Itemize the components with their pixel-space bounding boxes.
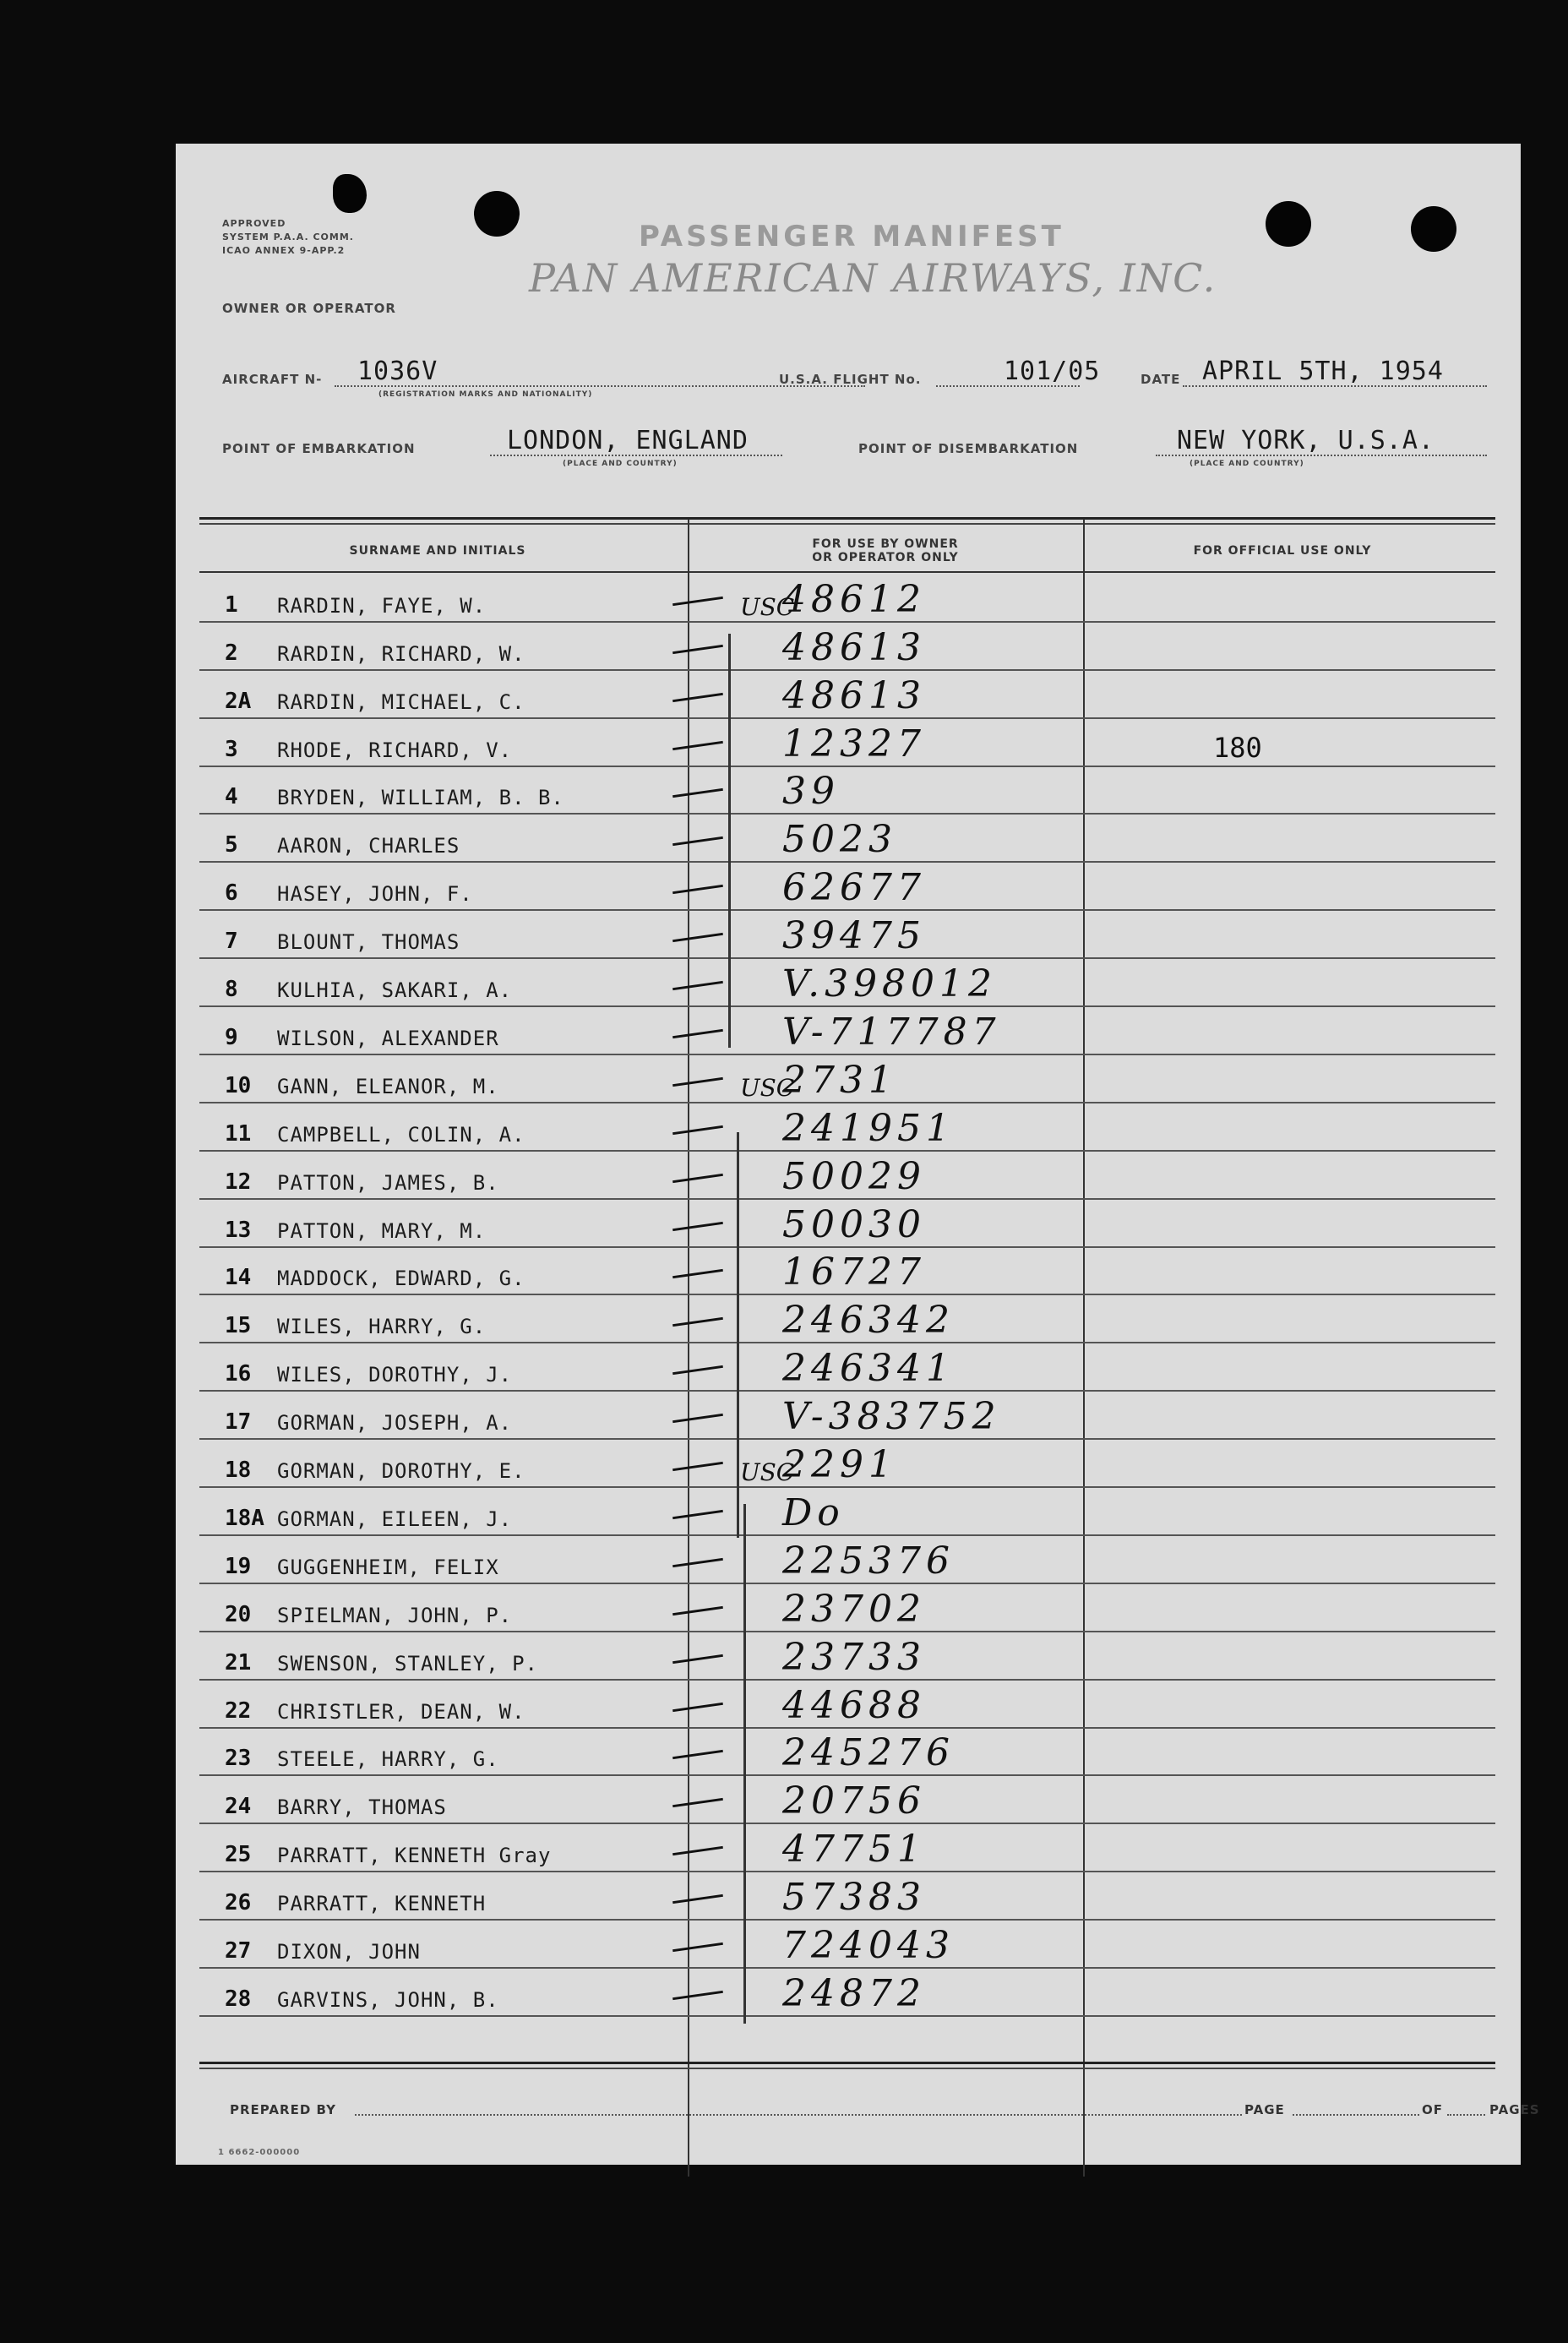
row-number: 21	[225, 1649, 252, 1676]
bracket-line	[728, 634, 731, 1048]
check-mark	[672, 836, 723, 846]
table-row	[199, 863, 1495, 911]
row-number: 14	[225, 1265, 252, 1291]
table-row	[199, 1921, 1495, 1969]
table-row	[199, 911, 1495, 959]
check-mark	[672, 1750, 723, 1759]
column-header-names: SURNAME AND INITIALS	[349, 544, 526, 558]
row-number: 4	[225, 784, 238, 810]
flight-number: 101/05	[1004, 357, 1101, 386]
passenger-name: RARDIN, RICHARD, W.	[277, 641, 525, 666]
table-row	[199, 1872, 1495, 1921]
table-row	[199, 1681, 1495, 1729]
row-number: 28	[225, 1986, 252, 2012]
passenger-name: GUGGENHEIM, FELIX	[277, 1555, 499, 1579]
row-number: 20	[225, 1601, 252, 1627]
table-row	[199, 623, 1495, 671]
table-row	[199, 1440, 1495, 1488]
document-number: 20756	[782, 1779, 926, 1823]
table-row	[199, 1584, 1495, 1632]
row-number: 3	[225, 736, 238, 762]
check-mark	[672, 1414, 723, 1423]
of-label: OF	[1422, 2102, 1443, 2117]
check-mark	[672, 1174, 723, 1183]
passenger-name: WILSON, ALEXANDER	[277, 1026, 499, 1050]
row-number: 9	[225, 1024, 238, 1050]
manifest-page	[176, 144, 1540, 2165]
bracket-line	[743, 1504, 746, 2024]
table-row	[199, 719, 1495, 767]
table-row	[199, 767, 1495, 815]
document-number: 50030	[782, 1202, 926, 1246]
check-mark	[672, 1510, 723, 1519]
table-row	[199, 1343, 1495, 1392]
table-row	[199, 815, 1495, 864]
passenger-name: GORMAN, DOROTHY, E.	[277, 1459, 525, 1484]
column-header-owner-1: FOR USE BY OWNER	[812, 537, 959, 551]
check-mark	[672, 1894, 723, 1904]
citizenship-note: USC	[740, 1073, 795, 1102]
row-number: 13	[225, 1217, 252, 1243]
flight-label: U.S.A. FLIGHT No.	[779, 372, 922, 387]
document-number: 2731	[782, 1058, 897, 1102]
passenger-name: SWENSON, STANLEY, P.	[277, 1651, 538, 1676]
table-row	[199, 1488, 1495, 1536]
check-mark	[672, 1462, 723, 1471]
punch-hole	[1266, 201, 1311, 247]
check-mark	[672, 1846, 723, 1855]
table-row	[199, 1103, 1495, 1152]
row-number: 23	[225, 1746, 252, 1772]
passenger-name: WILES, HARRY, G.	[277, 1315, 487, 1339]
passenger-name: GORMAN, EILEEN, J.	[277, 1507, 513, 1531]
passenger-name: SPIELMAN, JOHN, P.	[277, 1603, 513, 1627]
check-mark	[672, 1991, 723, 2000]
table-row	[199, 959, 1495, 1007]
passenger-name: WILES, DOROTHY, J.	[277, 1363, 513, 1387]
table-row	[199, 1729, 1495, 1777]
flight-date: APRIL 5TH, 1954	[1202, 357, 1444, 386]
check-mark	[672, 1558, 723, 1567]
row-number: 17	[225, 1409, 252, 1436]
table-row	[199, 1392, 1495, 1440]
row-number: 19	[225, 1553, 252, 1579]
passenger-name: GORMAN, JOSEPH, A.	[277, 1411, 513, 1436]
manifest-title: PASSENGER MANIFEST	[639, 220, 1064, 253]
table-row	[199, 1969, 1495, 2017]
row-number: 2	[225, 640, 238, 666]
passenger-name: MADDOCK, EDWARD, G.	[277, 1267, 525, 1291]
document-number: 24872	[782, 1971, 926, 2015]
row-number: 15	[225, 1313, 252, 1339]
passenger-name: BRYDEN, WILLIAM, B. B.	[277, 786, 564, 810]
aircraft-number: 1036V	[357, 357, 438, 386]
table-row	[199, 1824, 1495, 1872]
check-mark	[672, 645, 723, 654]
passenger-name: KULHIA, SAKARI, A.	[277, 978, 513, 1003]
form-ref-line: SYSTEM P.A.A. COMM.	[222, 232, 354, 242]
check-mark	[672, 1702, 723, 1711]
check-mark	[672, 1606, 723, 1616]
check-mark	[672, 1365, 723, 1375]
check-mark	[672, 1125, 723, 1135]
passenger-name: PARRATT, KENNETH Gray	[277, 1844, 552, 1868]
document-number: 245276	[782, 1731, 955, 1775]
row-number: 27	[225, 1938, 252, 1964]
document-number: 50029	[782, 1154, 926, 1198]
row-number: 8	[225, 977, 238, 1003]
row-number: 5	[225, 832, 238, 858]
row-number: 25	[225, 1842, 252, 1868]
row-number: 16	[225, 1361, 252, 1387]
citizenship-note: USC	[740, 592, 795, 621]
citizenship-note: USC	[740, 1458, 795, 1487]
table-row	[199, 1152, 1495, 1200]
row-number: 26	[225, 1890, 252, 1916]
torn-corner	[333, 174, 367, 213]
passenger-name: RHODE, RICHARD, V.	[277, 738, 513, 762]
company-name: PAN AMERICAN AIRWAYS, INC.	[529, 255, 1217, 301]
check-mark	[672, 740, 723, 749]
document-number: 724043	[782, 1924, 955, 1968]
bracket-line	[737, 1132, 739, 1538]
passenger-name: CAMPBELL, COLIN, A.	[277, 1122, 525, 1147]
table-row	[199, 1055, 1495, 1103]
table-row	[199, 1632, 1495, 1681]
row-number: 2A	[225, 688, 252, 714]
punch-hole	[1411, 206, 1456, 252]
document-number: 39475	[782, 914, 926, 958]
aircraft-label: AIRCRAFT N-	[222, 372, 323, 387]
document-number: 48612	[782, 577, 926, 621]
table-row	[199, 575, 1495, 623]
embarkation-place: LONDON, ENGLAND	[507, 426, 749, 455]
place-sub-label: (PLACE AND COUNTRY)	[1190, 460, 1304, 468]
form-code: 1 6662-000000	[218, 2148, 301, 2157]
document-number: 44688	[782, 1683, 926, 1727]
disembarkation-place: NEW YORK, U.S.A.	[1177, 426, 1435, 455]
punch-hole	[474, 191, 520, 237]
table-row	[199, 1248, 1495, 1296]
row-number: 11	[225, 1120, 252, 1147]
table-row	[199, 671, 1495, 719]
document-number: 23733	[782, 1635, 926, 1679]
row-number: 12	[225, 1169, 252, 1195]
document-number: V-383752	[782, 1395, 1001, 1439]
page-label: PAGE	[1244, 2102, 1285, 2117]
row-number: 6	[225, 880, 238, 907]
check-mark	[672, 933, 723, 942]
row-number: 10	[225, 1072, 252, 1098]
form-ref-line: ICAO ANNEX 9-APP.2	[222, 245, 346, 256]
check-mark	[672, 597, 723, 606]
passenger-name: STEELE, HARRY, G.	[277, 1747, 499, 1772]
document-number: 16727	[782, 1251, 926, 1294]
check-mark	[672, 1077, 723, 1087]
aircraft-sub-label: (REGISTRATION MARKS AND NATIONALITY)	[378, 390, 593, 399]
passenger-name: AARON, CHARLES	[277, 834, 460, 858]
passenger-name: PATTON, JAMES, B.	[277, 1170, 499, 1195]
check-mark	[672, 1221, 723, 1230]
check-mark	[672, 1269, 723, 1278]
passenger-name: BARRY, THOMAS	[277, 1795, 447, 1820]
check-mark	[672, 1317, 723, 1327]
owner-label: OWNER OR OPERATOR	[222, 301, 396, 316]
check-mark	[672, 1029, 723, 1038]
table-row	[199, 1536, 1495, 1584]
passenger-name: PARRATT, KENNETH	[277, 1892, 487, 1916]
check-mark	[672, 981, 723, 990]
row-number: 18	[225, 1458, 252, 1484]
document-number: 23702	[782, 1587, 926, 1631]
passenger-name: GARVINS, JOHN, B.	[277, 1987, 499, 2012]
document-number: 2291	[782, 1443, 897, 1487]
check-mark	[672, 1654, 723, 1664]
document-number: 246341	[782, 1347, 955, 1391]
document-number: 5023	[782, 818, 897, 862]
document-number: 39	[782, 770, 840, 814]
official-note: 180	[1213, 731, 1262, 764]
row-number: 22	[225, 1697, 252, 1724]
passenger-name: BLOUNT, THOMAS	[277, 930, 460, 955]
table-row	[199, 1007, 1495, 1055]
check-mark	[672, 1798, 723, 1807]
form-ref-line: APPROVED	[222, 218, 286, 229]
passenger-name: RARDIN, MICHAEL, C.	[277, 689, 525, 714]
document-number: 241951	[782, 1106, 955, 1150]
passenger-name: HASEY, JOHN, F.	[277, 882, 473, 907]
check-mark	[672, 693, 723, 702]
document-number: 62677	[782, 866, 926, 910]
column-header-owner-2: OR OPERATOR ONLY	[812, 551, 959, 564]
table-row	[199, 1296, 1495, 1344]
disembarkation-label: POINT OF DISEMBARKATION	[858, 441, 1079, 456]
document-number: 12327	[782, 722, 926, 766]
row-number: 18A	[225, 1505, 264, 1531]
check-mark	[672, 1943, 723, 1952]
document-number: Do	[782, 1490, 845, 1534]
document-number: 246342	[782, 1299, 955, 1343]
passenger-name: GANN, ELEANOR, M.	[277, 1074, 499, 1098]
document-number: V-717787	[782, 1010, 1001, 1054]
check-mark	[672, 885, 723, 894]
table-row	[199, 1777, 1495, 1825]
passenger-name: CHRISTLER, DEAN, W.	[277, 1699, 525, 1724]
passenger-name: DIXON, JOHN	[277, 1940, 421, 1964]
document-number: 57383	[782, 1876, 926, 1920]
document-number: V.398012	[782, 962, 998, 1006]
document-number: 47751	[782, 1828, 926, 1872]
row-number: 7	[225, 929, 238, 955]
passenger-name: PATTON, MARY, M.	[277, 1218, 487, 1243]
row-number: 1	[225, 591, 238, 618]
document-number: 48613	[782, 673, 926, 717]
embarkation-label: POINT OF EMBARKATION	[222, 441, 416, 456]
document-number: 48613	[782, 625, 926, 669]
column-header-official: FOR OFFICIAL USE ONLY	[1193, 544, 1372, 558]
check-mark	[672, 788, 723, 798]
table-row	[199, 1200, 1495, 1248]
passenger-name: RARDIN, FAYE, W.	[277, 593, 487, 618]
date-label: DATE	[1141, 372, 1181, 387]
prepared-by-label: PREPARED BY	[230, 2102, 336, 2117]
place-sub-label: (PLACE AND COUNTRY)	[563, 460, 678, 468]
document-number: 225376	[782, 1539, 955, 1583]
pages-label: PAGES	[1489, 2102, 1540, 2117]
row-number: 24	[225, 1794, 252, 1820]
